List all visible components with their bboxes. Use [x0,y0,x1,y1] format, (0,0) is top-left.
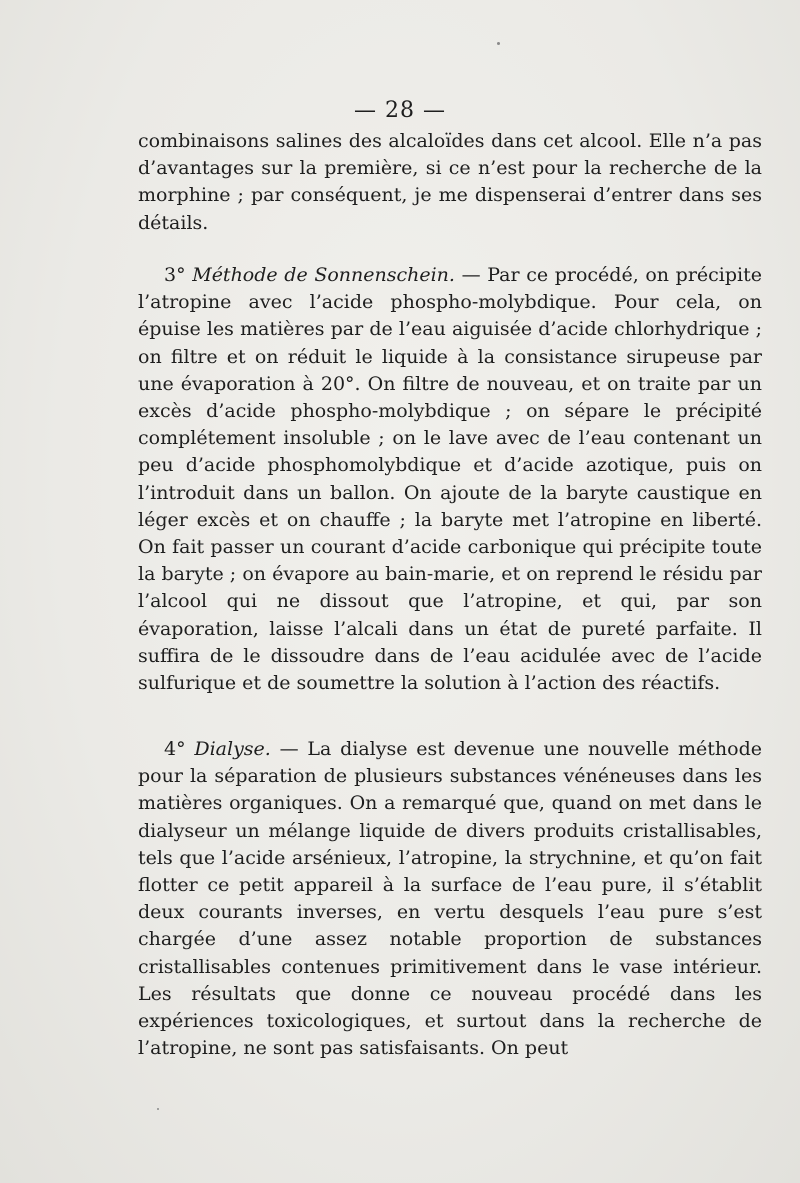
paper-speck [497,42,500,45]
section-dialyse [138,736,762,1062]
section-heading: Dialyse. [194,738,271,760]
paragraph-text: — Par ce procédé, on précipite l’atropine avec l’acide phospho-molybdique. Pour cela, on épuise les matières par de l’eau aiguisée d’acide chlorhydrique ; on filtre et on réduit le liquide à la consistance sirupeuse par une évaporation à 20°. On filtre de nouveau, et on traite par un excès d’acide phospho-molybdique ; on sépare le précipité complétement insoluble ; on le lave avec de l’eau contenant un peu d’acide phosphomolybdique et d’acide azotique, puis on l’introduit dans un ballon. On ajoute de la baryte caustique en léger excès et on chauffe ; la baryte met l’atropine en liberté. On fait passer un courant d’acide carbonique qui précipite toute la baryte ; on évapore au bain-marie, et on reprend le résidu par l’alcool qui ne dissout que l’atropine, et qui, par son évaporation, laisse l’alcali dans un état de pureté parfaite. Il suffira de le dissoudre dans de l’eau acidulée avec de l’acide sulfurique et de soumettre la solution à l’action des réactifs. [138,264,763,695]
paragraph-text: combinaisons salines des alcaloïdes dans cet alcool. Elle n’a pas d’avantages sur la première, si ce n’est pour la recherche de la morphine ; par conséquent, je me dispenserai d’entrer dans ses détails. [138,130,762,234]
page-number: — 28 — [354,98,446,123]
section-number: 4° [164,738,186,760]
paragraph-continuation [138,128,762,237]
section-sonnenschein [138,262,762,697]
paragraph-text: — La dialyse est devenue une nouvelle méthode pour la séparation de plusieurs substances vénéneuses dans les matières organiques. On a remarqué que, quand on met dans le dialyseur un mélange liquide de divers produits cristallisables, tels que l’acide arsénieux, l’atropine, la strychnine, et qu’on fait flotter ce petit appareil à la surface de l’eau pure, il s’établit deux courants inverses, en vertu desquels l’eau pure s’est chargée d’une assez notable proportion de substances cristallisables contenues primitivement dans le vase intérieur. Les résultats que donne ce nouveau procédé dans les expériences toxicologiques, et surtout dans la recherche de l’atropine, ne sont pas satisfaisants. On peut [138,738,762,1060]
paper-speck [157,1108,159,1110]
section-heading: Méthode de Sonnenschein. [192,264,455,286]
section-number: 3° [164,264,186,286]
paragraph-body [138,736,762,1062]
paragraph-body [138,262,762,697]
